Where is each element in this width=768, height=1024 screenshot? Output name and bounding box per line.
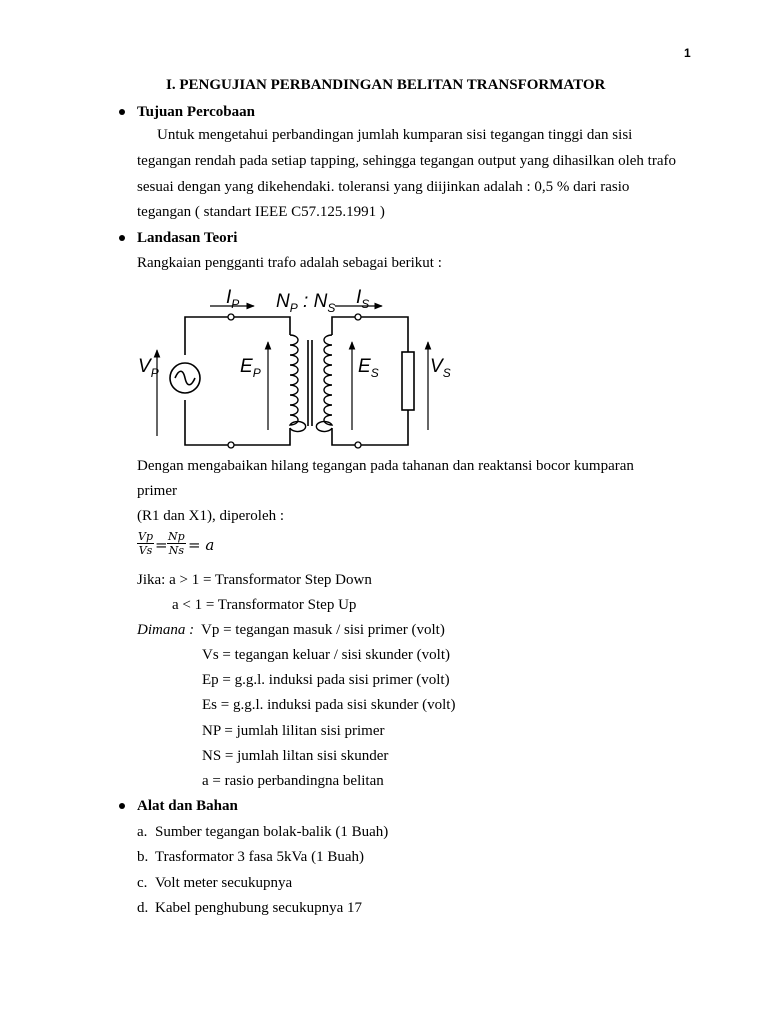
list-item: Sumber tegangan bolak-balik (1 Buah)	[155, 824, 389, 840]
fraction-vp-vs: $\frac{Vp}{Vs}$	[138, 530, 153, 557]
label-ip: $I_P$	[226, 287, 240, 311]
definition-vs: Vs = tegangan keluar / sisi skunder (volt)	[202, 647, 450, 663]
heading-tujuan: Tujuan Percobaan	[137, 104, 255, 120]
landasan-desc-1: Dengan mengabaikan hilang tegangan pada tahanan dan reaktansi bocor kumparan	[137, 458, 634, 474]
terminal-secondary-top	[355, 314, 361, 320]
list-item: Trasformator 3 fasa 5kVa (1 Buah)	[155, 849, 364, 865]
list-item-marker: c.	[137, 875, 148, 891]
primary-coil-icon	[290, 335, 306, 432]
terminal-primary-top	[228, 314, 234, 320]
transformer-circuit-diagram	[130, 280, 460, 452]
definition-vp: Vp = tegangan masuk / sisi primer (volt)	[201, 622, 445, 638]
definition-np: NP = jumlah lilitan sisi primer	[202, 723, 385, 739]
definition-ns: NS = jumlah liltan sisi skunder	[202, 748, 389, 764]
label-is: $I_S$	[356, 287, 370, 311]
tujuan-line-4: tegangan ( standart IEEE C57.125.1991 )	[137, 204, 385, 220]
landasan-intro: Rangkaian pengganti trafo adalah sebagai berikut :	[137, 255, 442, 271]
bullet-alat	[119, 803, 125, 809]
list-item-marker: b.	[137, 849, 149, 865]
jika-step-down: Jika: a > 1 = Transformator Step Down	[137, 572, 372, 588]
secondary-coil-icon	[316, 335, 332, 432]
primary-circuit	[170, 317, 290, 445]
landasan-desc-2: primer	[137, 483, 177, 499]
definition-ep: Ep = g.g.l. induksi pada sisi primer (volt)	[202, 672, 450, 688]
formula-equals-a: = a	[188, 536, 215, 554]
label-vs: $V_S$	[430, 356, 451, 380]
tujuan-line-3: sesuai dengan yang dikehendaki. toleransi yang diijinkan adalah : 0,5 % dari rasio	[137, 179, 630, 195]
page-number: 1	[684, 46, 691, 60]
list-item: Volt meter secukupnya	[155, 875, 293, 891]
landasan-desc-3: (R1 dan X1), diperoleh :	[137, 508, 285, 524]
dimana-label: Dimana :	[137, 622, 195, 638]
label-es: $E_S$	[358, 356, 379, 380]
definition-es: Es = g.g.l. induksi pada sisi skunder (volt)	[202, 697, 456, 713]
heading-alat: Alat dan Bahan	[137, 798, 238, 814]
formula-equals-1: =	[155, 536, 168, 554]
transformer-core-icon	[308, 340, 312, 426]
page-title: I. PENGUJIAN PERBANDINGAN BELITAN TRANSFORMATOR	[166, 77, 606, 93]
fraction-np-ns: $\frac{Np}{Ns}$	[168, 530, 185, 557]
list-item-marker: a.	[137, 824, 148, 840]
terminal-primary-bottom	[228, 442, 234, 448]
terminal-secondary-bottom	[355, 442, 361, 448]
list-item-marker: d.	[137, 900, 149, 916]
jika-step-up: a < 1 = Transformator Step Up	[172, 597, 357, 613]
list-item: Kabel penghubung secukupnya 17	[155, 900, 363, 916]
bullet-tujuan	[119, 109, 125, 115]
heading-landasan: Landasan Teori	[137, 230, 238, 246]
definition-a: a = rasio perbandingna belitan	[202, 773, 384, 789]
label-ep: $E_P$	[240, 356, 261, 380]
tujuan-line-1: Untuk mengetahui perbandingan jumlah kumparan sisi tegangan tinggi dan sisi	[157, 127, 633, 143]
load-resistor-icon	[402, 352, 414, 410]
label-vp: $V_P$	[138, 356, 159, 380]
bullet-landasan	[119, 235, 125, 241]
tujuan-line-2: tegangan rendah pada setiap tapping, sehingga tegangan output yang dihasilkan oleh trafo	[137, 153, 676, 169]
secondary-circuit	[332, 317, 414, 445]
label-ratio: $N_P$ : $N_S$	[276, 291, 336, 315]
